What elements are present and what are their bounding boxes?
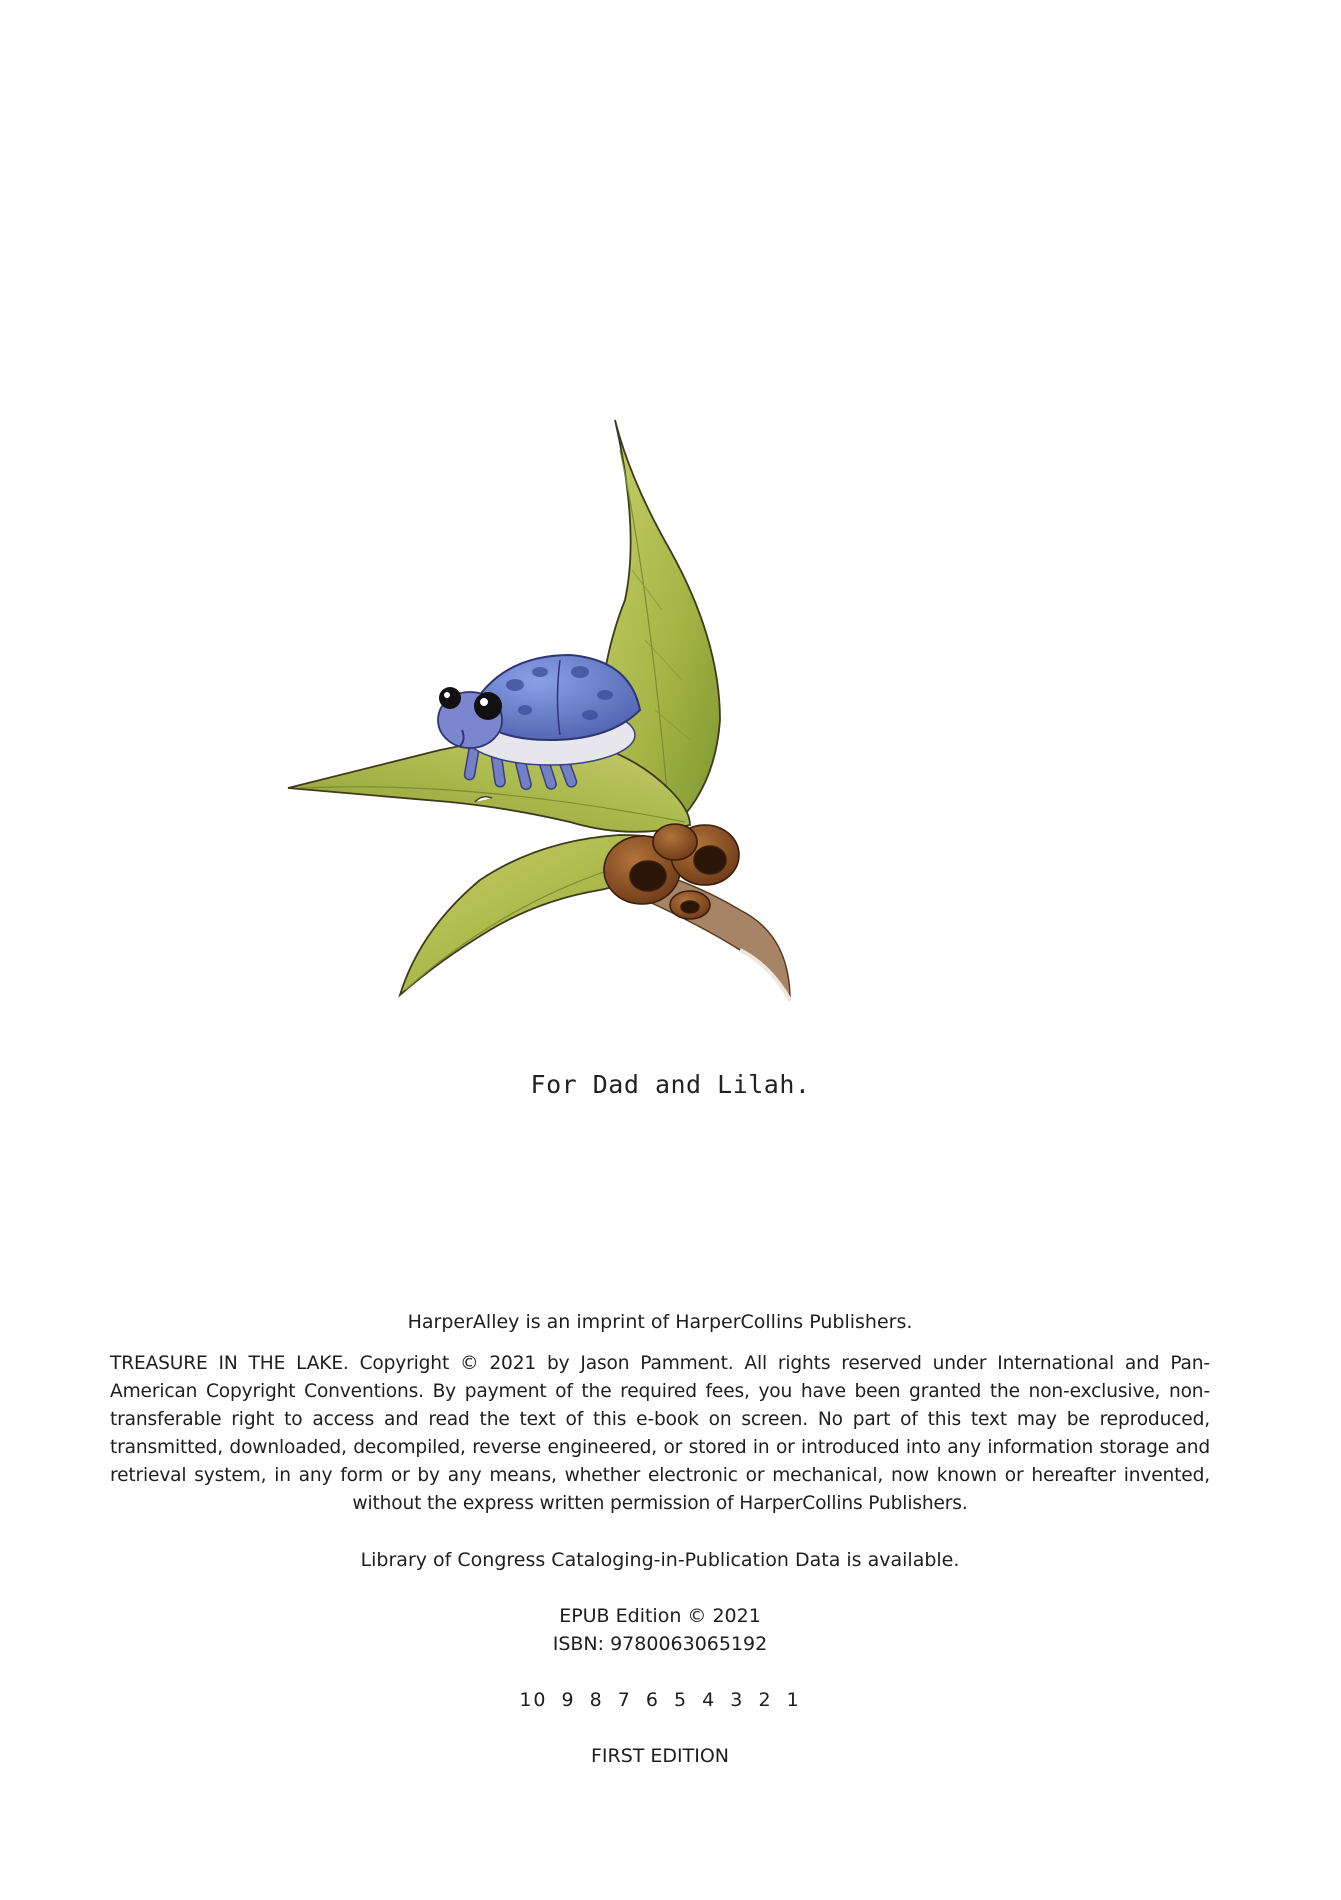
cip-line: Library of Congress Cataloging-in-Publication Data is available. <box>360 1549 960 1571</box>
printing-line: 10 9 8 7 6 5 4 3 2 1 <box>519 1689 801 1711</box>
dedication: For Dad and Lilah. <box>530 1070 811 1099</box>
legal-notice: TREASURE IN THE LAKE. Copyright © 2021 by Jason Pamment. All rights reserved under International and Pan-American Copyright Conventions. By payment of the required fees, you have been granted the non-exclusive, non-transferable right to access and read the text of this e-book on screen. No part of this text may be reproduced, transmitted, downloaded, decompiled, reverse engineered, or stored in or introduced into any information storage and retrieval system, in any form or by any means, whether electronic or mechanical, now known or hereafter invented, without the express written permission of HarperCollins Publishers. <box>110 1353 1210 1514</box>
first-edition-line: FIRST EDITION <box>590 1745 730 1767</box>
isbn-line: ISBN: 9780063065192 <box>552 1633 768 1655</box>
beetle-on-gum-leaves-icon <box>270 410 950 1020</box>
edition-line: EPUB Edition © 2021 <box>559 1605 761 1627</box>
imprint-line: HarperAlley is an imprint of HarperCollins Publishers. <box>407 1311 913 1333</box>
copyright-page <box>110 1308 1210 1770</box>
